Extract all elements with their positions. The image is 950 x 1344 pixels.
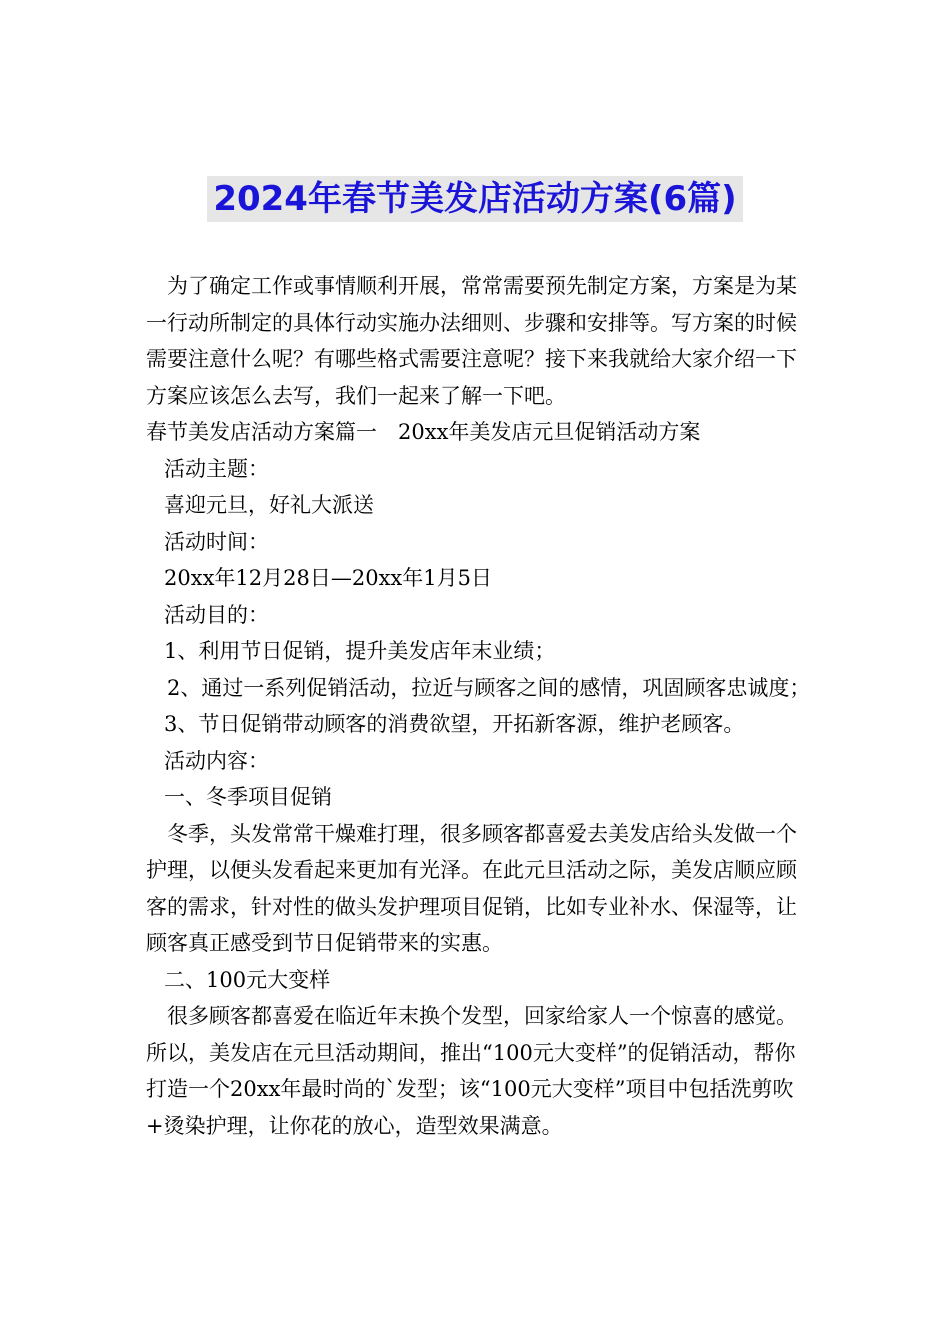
activity-time-label: 活动时间： <box>164 529 269 554</box>
purpose-item-3: 3、节日促销带动顾客的消费欲望，开拓新客源，维护老顾客。 <box>164 712 745 736</box>
activity-time-value: 20xx年12月28日—20xx年1月5日 <box>164 566 492 590</box>
purpose-item-2: 2、通过一系列促销活动，拉近与顾客之间的感情，巩固顾客忠诚度； <box>167 675 811 700</box>
intro-paragraph: 为了确定工作或事情顺利开展，常常需要预先制定方案，方案是为某一行动所制定的具体行动实施办法细则、步骤和安排等。写方案的时候需要注意什么呢？有哪些格式需要注意呢？接下来我就给大家介绍一下方案应该怎么去写，我们一起来了解一下吧。 <box>146 274 797 408</box>
activity-theme-label: 活动主题： <box>164 456 269 481</box>
content-paragraph-1: 冬季，头发常常干燥难打理，很多顾客都喜爱去美发店给头发做一个护理，以便头发看起来更加有光泽。在此元旦活动之际，美发店顺应顾客的需求，针对性的做头发护理项目促销，比如专业补水、保湿等，让顾客真正感受到节日促销带来的实惠。 <box>146 821 797 955</box>
content-paragraph-2: 很多顾客都喜爱在临近年末换个发型，回家给家人一个惊喜的感觉。所以，美发店在元旦活动期间，推出“100元大变样”的促销活动，帮你打造一个20xx年最时尚的`发型；该“100元大变样”项目中包括洗剪吹+烫染护理，让你花的放心，造型效果满意。 <box>146 1004 797 1138</box>
content-heading-2: 二、100元大变样 <box>164 967 331 992</box>
activity-theme-value: 喜迎元旦，好礼大派送 <box>164 493 374 517</box>
content-heading-1: 一、冬季项目促销 <box>164 785 332 809</box>
document-title: 2024年春节美发店活动方案(6篇) <box>207 176 742 222</box>
activity-purpose-label: 活动目的： <box>164 602 269 627</box>
purpose-item-1: 1、利用节日促销，提升美发店年末业绩； <box>164 639 556 663</box>
document-body <box>146 268 814 1144</box>
title-container <box>0 176 950 222</box>
activity-content-label: 活动内容： <box>164 748 269 773</box>
section-heading-1: 春节美发店活动方案篇一 20xx年美发店元旦促销活动方案 <box>146 420 701 444</box>
